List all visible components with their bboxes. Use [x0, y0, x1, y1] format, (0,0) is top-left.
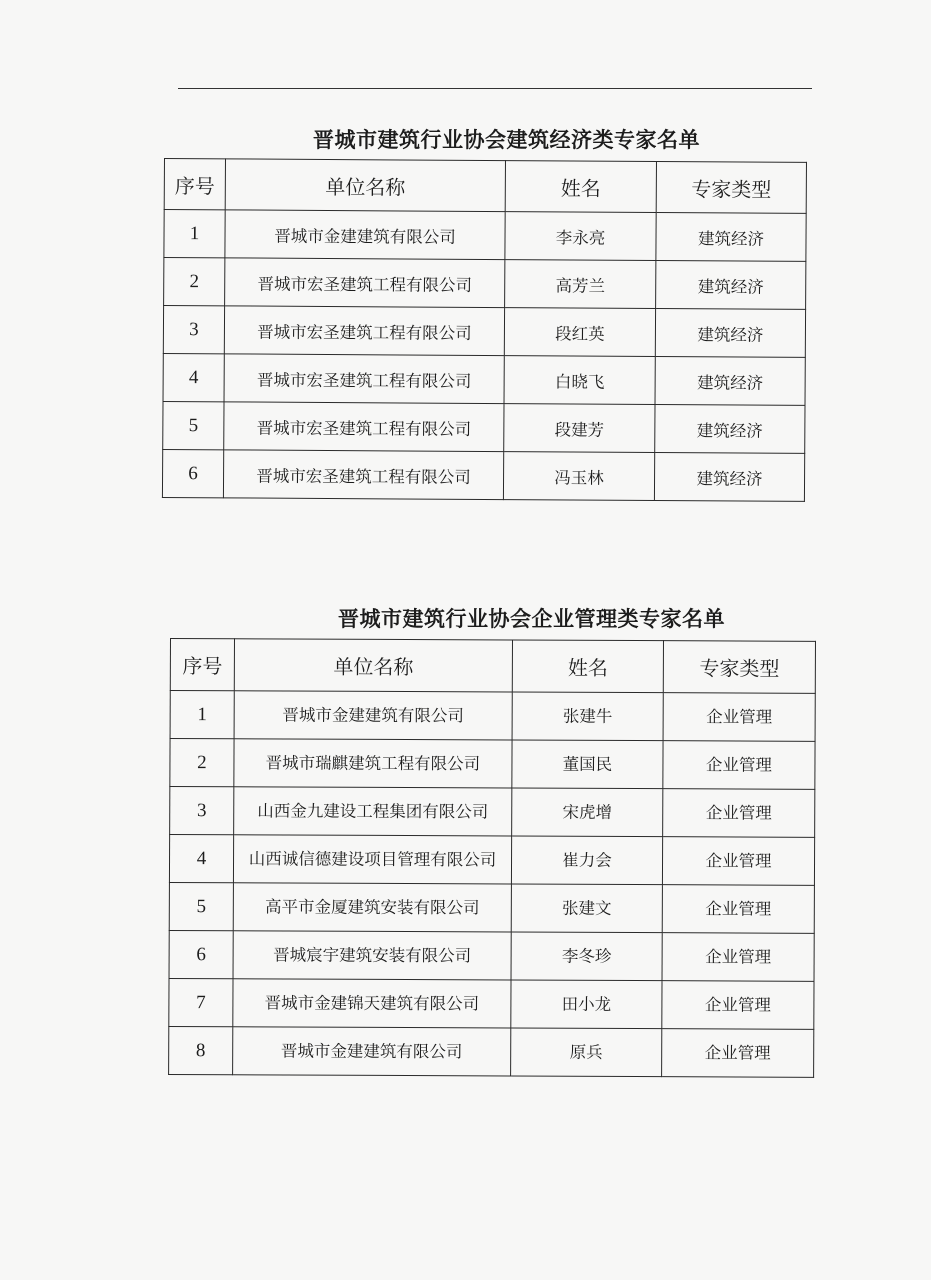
table-row [170, 787, 815, 838]
row-expert-type: 企业管理 [662, 837, 814, 886]
row-expert-type: 建筑经济 [654, 453, 804, 502]
management-table-title: 晋城市建筑行业协会企业管理类专家名单 [338, 606, 725, 631]
economics-expert-table [162, 158, 807, 502]
row-name: 段建芳 [504, 404, 655, 453]
page-header-rule [178, 88, 812, 89]
header-name: 姓名 [512, 640, 663, 693]
table-row [163, 401, 805, 453]
header-company: 单位名称 [234, 639, 512, 692]
table-row [162, 449, 804, 501]
row-index: 5 [169, 882, 233, 930]
row-name: 宋虎增 [512, 788, 663, 837]
row-index: 5 [163, 401, 224, 449]
header-expert-type: 专家类型 [663, 641, 815, 694]
header-index: 序号 [164, 159, 225, 210]
row-index: 1 [164, 210, 225, 258]
row-index: 7 [169, 978, 233, 1026]
management-expert-table [168, 638, 816, 1078]
row-expert-type: 建筑经济 [655, 405, 805, 454]
row-name: 田小龙 [511, 980, 662, 1029]
row-index: 8 [169, 1026, 233, 1074]
row-index: 6 [162, 449, 223, 497]
table-row [169, 930, 814, 981]
row-company: 晋城市金建建筑有限公司 [233, 1027, 511, 1076]
table-header-row [170, 639, 815, 694]
table-row [164, 258, 806, 310]
row-name: 李冬珍 [511, 932, 662, 981]
row-expert-type: 建筑经济 [655, 357, 805, 406]
header-name: 姓名 [505, 161, 656, 213]
table-row [163, 306, 805, 358]
row-company: 晋城宸宇建筑安装有限公司 [233, 931, 511, 980]
row-name: 张建文 [511, 884, 662, 933]
row-expert-type: 企业管理 [663, 789, 815, 838]
row-expert-type: 建筑经济 [656, 261, 806, 310]
row-name: 崔力会 [511, 836, 662, 885]
row-index: 2 [164, 258, 225, 306]
row-name: 段红英 [504, 308, 655, 357]
row-company: 晋城市金建建筑有限公司 [225, 210, 505, 260]
table-row [163, 353, 805, 405]
table-row [169, 882, 814, 933]
row-company: 晋城市宏圣建筑工程有限公司 [224, 402, 504, 452]
table-row [169, 978, 814, 1029]
row-name: 董国民 [512, 740, 663, 789]
economics-table-title: 晋城市建筑行业协会建筑经济类专家名单 [313, 127, 700, 152]
row-expert-type: 企业管理 [662, 981, 814, 1030]
row-name: 白晓飞 [504, 356, 655, 405]
row-company: 晋城市宏圣建筑工程有限公司 [224, 306, 504, 356]
row-index: 3 [163, 306, 224, 354]
table-row [169, 1026, 814, 1077]
row-name: 冯玉林 [503, 452, 654, 501]
header-index: 序号 [170, 639, 234, 691]
table-header-row [164, 159, 806, 214]
row-index: 6 [169, 930, 233, 978]
row-company: 高平市金厦建筑安装有限公司 [233, 883, 511, 932]
table-row [170, 739, 815, 790]
table-row [170, 691, 815, 742]
row-name: 高芳兰 [505, 260, 656, 309]
row-company: 山西金九建设工程集团有限公司 [234, 787, 512, 836]
row-index: 3 [170, 787, 234, 835]
row-expert-type: 建筑经济 [655, 309, 805, 358]
row-expert-type: 企业管理 [662, 1029, 814, 1078]
row-name: 李永亮 [505, 212, 656, 261]
row-index: 4 [169, 835, 233, 883]
row-company: 晋城市金建锦天建筑有限公司 [233, 979, 511, 1028]
table-row [164, 210, 806, 262]
row-name: 原兵 [511, 1028, 662, 1077]
row-company: 晋城市宏圣建筑工程有限公司 [225, 258, 505, 308]
row-index: 4 [163, 353, 224, 401]
row-company: 山西诚信德建设项目管理有限公司 [233, 835, 511, 884]
row-expert-type: 企业管理 [663, 693, 815, 742]
row-company: 晋城市宏圣建筑工程有限公司 [223, 450, 503, 500]
table-row [169, 835, 814, 886]
row-company: 晋城市瑞麒建筑工程有限公司 [234, 739, 512, 788]
row-name: 张建牛 [512, 692, 663, 741]
row-expert-type: 建筑经济 [656, 213, 806, 262]
row-expert-type: 企业管理 [662, 885, 814, 934]
row-company: 晋城市金建建筑有限公司 [234, 691, 512, 740]
row-expert-type: 企业管理 [663, 741, 815, 790]
header-company: 单位名称 [225, 159, 505, 212]
header-expert-type: 专家类型 [656, 162, 806, 214]
row-index: 2 [170, 739, 234, 787]
row-company: 晋城市宏圣建筑工程有限公司 [224, 354, 504, 404]
row-expert-type: 企业管理 [662, 933, 814, 982]
row-index: 1 [170, 691, 234, 739]
